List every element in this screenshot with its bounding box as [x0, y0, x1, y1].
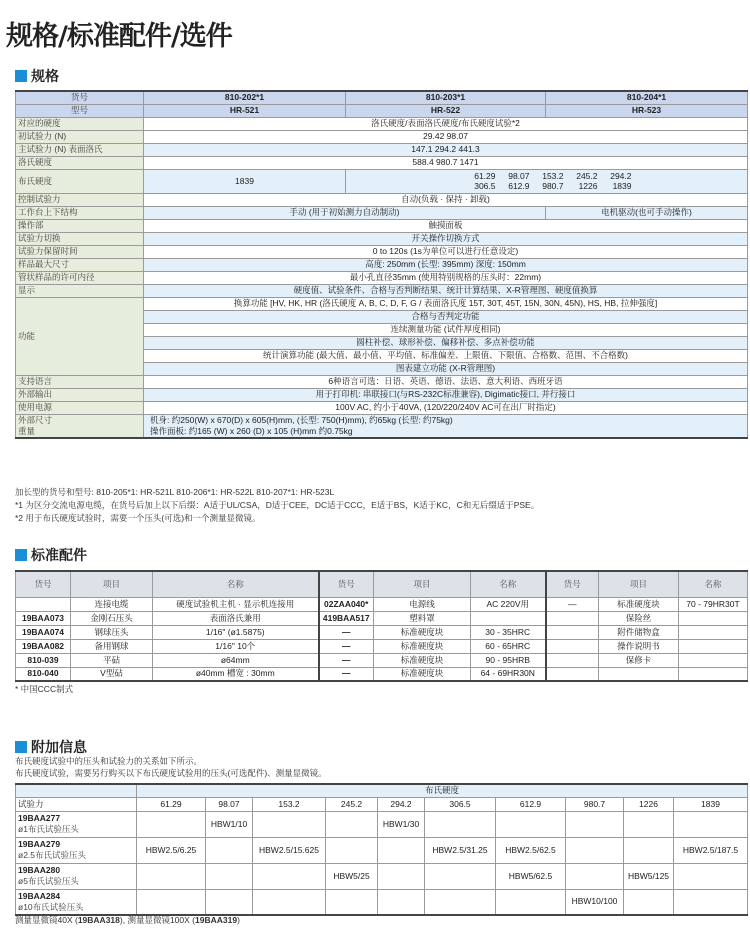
indenter-name: ø10布氏试验压头: [18, 901, 84, 912]
brinell-value: 1839: [612, 181, 632, 191]
hbw-cell: [378, 837, 425, 863]
spec-label: 使用电源: [16, 401, 144, 414]
item: 钢球压头: [71, 625, 153, 639]
hbw-cell: [378, 889, 425, 915]
name: 90 - 95HRB: [471, 653, 546, 667]
blank-cell: [16, 784, 137, 797]
force-value: 153.2: [253, 797, 326, 811]
force-value: 612.9: [496, 797, 566, 811]
column-header: 货号: [546, 571, 599, 597]
item: [599, 667, 679, 681]
spec-value: 手动 (用于初始测力自动制动): [144, 206, 546, 219]
item: 标准硬度块: [374, 625, 471, 639]
indenter-label: [16, 889, 137, 915]
spec-header-row: [16, 91, 748, 104]
part-number: —: [319, 667, 374, 681]
hbw-cell: [137, 811, 206, 837]
hbw-cell: [496, 889, 566, 915]
spec-value: 洛氏硬度/表面洛氏硬度/布氏硬度试验*2: [144, 117, 748, 130]
name: [679, 667, 748, 681]
spec-value: 最小孔直径35mm (使用特别规格的压头时：22mm): [144, 271, 748, 284]
force-label: 试验力: [16, 797, 137, 811]
spec-label: 支持语言: [16, 375, 144, 388]
hbw-cell: [624, 837, 674, 863]
hbw-cell: [206, 863, 253, 889]
force-value: 61.29: [137, 797, 206, 811]
part-number: 810-040: [16, 667, 71, 681]
indenter-row: [16, 837, 748, 863]
spec-row: [16, 156, 748, 169]
part-number: —: [546, 597, 599, 611]
column-header: 项目: [71, 571, 153, 597]
name: 1/16" 10个: [153, 639, 319, 653]
item: 标准硬度块: [374, 667, 471, 681]
section-spec-heading: [15, 66, 59, 86]
spec-footnotes: [15, 486, 539, 525]
spec-label: 外部尺寸 重量: [16, 414, 144, 438]
header-label: 货号: [16, 91, 144, 104]
part-number: 02ZAA040*: [319, 597, 374, 611]
force-value: 980.7: [566, 797, 624, 811]
indenter-label: [16, 863, 137, 889]
model-cell: 810-203*1: [346, 91, 546, 104]
part-number: —: [319, 639, 374, 653]
spec-value: 触摸面板: [144, 219, 748, 232]
brinell-table: [15, 783, 748, 916]
force-value: 306.5: [425, 797, 496, 811]
spec-label: 显示: [16, 284, 144, 297]
item: 保修卡: [599, 653, 679, 667]
column-header: 名称: [153, 571, 319, 597]
hbw-cell: [326, 837, 378, 863]
section-title: 附加信息: [31, 740, 87, 756]
note-part: 19BAA318: [77, 915, 120, 925]
indenter-label: [16, 837, 137, 863]
item: 附件储物盒: [599, 625, 679, 639]
indenter-code: 19BAA280: [18, 865, 61, 875]
hbw-cell: [624, 811, 674, 837]
spec-row: [16, 401, 748, 414]
spec-row: [16, 206, 748, 219]
note-part: ): [237, 915, 240, 925]
model-cell: HR-522: [346, 104, 546, 117]
name: 表面洛氏兼用: [153, 611, 319, 625]
spec-header-row: [16, 104, 748, 117]
accessories-table: [15, 570, 748, 682]
hbw-cell: HBW5/125: [624, 863, 674, 889]
spec-row: [16, 193, 748, 206]
spec-value: 电机驱动(也可手动操作): [546, 206, 748, 219]
indenter-row: [16, 889, 748, 915]
name: AC 220V用: [471, 597, 546, 611]
spec-table: [15, 90, 748, 439]
spec-row: [16, 130, 748, 143]
spec-row: [16, 245, 748, 258]
brinell-value: 61.29: [474, 171, 496, 181]
brinell-value: 294.2: [610, 171, 632, 181]
accessories-header-row: [16, 571, 748, 597]
force-value: 294.2: [378, 797, 425, 811]
spec-label: 工作台上下结构: [16, 206, 144, 219]
footnote: 加长型的货号和型号: 810-205*1: HR-521L 810-206*1: HR-522L 810-207*1: HR-523L: [15, 487, 335, 497]
column-header: 项目: [374, 571, 471, 597]
column-header: 项目: [599, 571, 679, 597]
intro-line: 布氏硬度试验，需要另行购买以下布氏硬度试验用的压头(可选配件)、测量显微镜。: [15, 768, 327, 778]
accessory-row: [16, 597, 748, 611]
item: 连接电缆: [71, 597, 153, 611]
model-cell: 810-204*1: [546, 91, 748, 104]
hbw-cell: [566, 811, 624, 837]
hbw-cell: [425, 811, 496, 837]
spec-value: 统计演算功能 (最大值、最小值、平均值、标准偏差、上限值、下限值、合格数、范围、不合格数): [144, 349, 748, 362]
name: 硬度试验机主机 · 显示机连接用: [153, 597, 319, 611]
indenter-label: [16, 811, 137, 837]
name: 1/16" (ø1.5875): [153, 625, 319, 639]
part-number: —: [319, 653, 374, 667]
item: 金刚石压头: [71, 611, 153, 625]
part-number: 19BAA082: [16, 639, 71, 653]
indenter-code: 19BAA279: [18, 839, 61, 849]
indenter-name: ø5布氏试验压头: [18, 876, 79, 886]
header-label: 型号: [16, 104, 144, 117]
spec-row: [16, 258, 748, 271]
spec-row: [16, 143, 748, 156]
hbw-cell: HBW5/25: [326, 863, 378, 889]
column-header: 货号: [319, 571, 374, 597]
part-number: [16, 597, 71, 611]
spec-label: 洛氏硬度: [16, 156, 144, 169]
footnote: *2 用于布氏硬度试验时，需要一个压头(可选)和一个测量显微镜。: [15, 513, 261, 523]
spec-value: 6种语言可选：日语、英语、德语、法语、意大利语、西班牙语: [144, 375, 748, 388]
model-cell: HR-521: [144, 104, 346, 117]
group-header-row: [16, 784, 748, 797]
indenter-row: [16, 811, 748, 837]
note-part: 测量显微镜40X (: [15, 915, 78, 925]
hbw-cell: [253, 889, 326, 915]
name: [679, 639, 748, 653]
spec-row: [16, 375, 748, 388]
section-marker-icon: [15, 70, 27, 82]
spec-value: 高度: 250mm (长型: 395mm) 深度: 150mm: [144, 258, 748, 271]
column-header: 货号: [16, 571, 71, 597]
hbw-cell: [137, 889, 206, 915]
spec-row: [16, 388, 748, 401]
brinell-values: [462, 171, 632, 191]
item: 标准硬度块: [374, 653, 471, 667]
spec-label: 控制试验力: [16, 193, 144, 206]
hbw-cell: [137, 863, 206, 889]
hbw-cell: [425, 889, 496, 915]
hbw-cell: HBW2.5/15.625: [253, 837, 326, 863]
name: 60 - 65HRC: [471, 639, 546, 653]
item: 保险丝: [599, 611, 679, 625]
spec-value: 147.1 294.2 441.3: [144, 143, 748, 156]
spec-row: [16, 169, 748, 193]
hbw-cell: [674, 863, 748, 889]
spec-label: 试验力保留时间: [16, 245, 144, 258]
spec-label: 样品最大尺寸: [16, 258, 144, 271]
hbw-cell: [253, 863, 326, 889]
hbw-cell: [326, 889, 378, 915]
note-part: 19BAA319: [195, 915, 238, 925]
name: [679, 625, 748, 639]
spec-value: 合格与否判定功能: [144, 310, 748, 323]
spec-row: [16, 117, 748, 130]
page-title: 规格/标准配件/选件: [6, 21, 232, 52]
spec-value: 开关操作切换方式: [144, 232, 748, 245]
accessories-note: * 中国CCC制式: [15, 684, 74, 694]
indenter-code: 19BAA284: [18, 890, 61, 901]
part-number: —: [319, 625, 374, 639]
hbw-cell: [378, 863, 425, 889]
part-number: [546, 611, 599, 625]
item: 标准硬度块: [374, 639, 471, 653]
name: 30 - 35HRC: [471, 625, 546, 639]
part-number: 19BAA073: [16, 611, 71, 625]
hbw-cell: [206, 837, 253, 863]
spec-value: 换算功能 [HV, HK, HR (洛氏硬度 A, B, C, D, F, G / 表面洛氏度 15T, 30T, 45T, 15N, 30N, 45N), HS, HB, 拉伸强度]: [144, 297, 748, 310]
part-number: [546, 625, 599, 639]
indenter-row: [16, 863, 748, 889]
item: 塑料罩: [374, 611, 471, 625]
spec-value: 用于打印机: 串联接口(与RS-232C标准兼容), Digimatic接口, 并行接口: [144, 388, 748, 401]
spec-value: 588.4 980.7 1471: [144, 156, 748, 169]
column-header: 名称: [471, 571, 546, 597]
hbw-cell: [425, 863, 496, 889]
hbw-cell: [624, 889, 674, 915]
hbw-cell: [674, 889, 748, 915]
hbw-cell: HBW1/10: [206, 811, 253, 837]
column-header: 名称: [679, 571, 748, 597]
force-value: 1839: [674, 797, 748, 811]
accessory-row: [16, 667, 748, 681]
spec-label: 主试验力 (N) 表面洛氏: [16, 143, 144, 156]
section-marker-icon: [15, 549, 27, 561]
spec-label: 布氏硬度: [16, 169, 144, 193]
hbw-cell: [674, 811, 748, 837]
force-row: [16, 797, 748, 811]
indenter-name: ø1布氏试验压头: [18, 824, 79, 834]
part-number: 810-039: [16, 653, 71, 667]
spec-value: 机身: 约250(W) x 670(D) x 605(H)mm, (长型: 750(H)mm), 约65kg (长型: 约75kg) 操作面板: 约165 (W) x 260 (D) x 105 (H)mm 约0.75kg: [144, 414, 748, 438]
spec-value: 圆柱补偿、球形补偿、偏移补偿、多点补偿功能: [144, 336, 748, 349]
part-number: 419BAA517: [319, 611, 374, 625]
microscope-note: [15, 914, 240, 927]
additional-intro: [15, 755, 327, 779]
hbw-cell: [206, 889, 253, 915]
indenter-code: 19BAA277: [18, 813, 61, 823]
name: [679, 653, 748, 667]
brinell-value: 98.07: [508, 171, 530, 181]
section-title: 规格: [31, 69, 59, 85]
section-title: 标准配件: [31, 548, 87, 564]
item: 平砧: [71, 653, 153, 667]
hbw-cell: [326, 811, 378, 837]
force-value: 1226: [624, 797, 674, 811]
spec-row: [16, 284, 748, 297]
spec-value: [346, 169, 748, 193]
section-additional-heading: [15, 737, 87, 757]
accessory-row: [16, 653, 748, 667]
brinell-value: 153.2: [542, 171, 564, 181]
spec-row: [16, 219, 748, 232]
accessory-row: [16, 611, 748, 625]
hbw-cell: [566, 863, 624, 889]
spec-value: 连续测量功能 (试件厚度相同): [144, 323, 748, 336]
brinell-value: 1226: [578, 181, 598, 191]
part-number: [546, 667, 599, 681]
hbw-cell: HBW5/62.5: [496, 863, 566, 889]
part-number: 19BAA074: [16, 625, 71, 639]
accessory-row: [16, 639, 748, 653]
section-accessories-heading: [15, 545, 87, 565]
brinell-value: 245.2: [576, 171, 598, 181]
name: 64 - 69HR30N: [471, 667, 546, 681]
spec-value: 0 to 120s (1s为单位可以进行任意设定): [144, 245, 748, 258]
model-cell: 810-202*1: [144, 91, 346, 104]
spec-row: [16, 271, 748, 284]
indenter-name: ø2.5布氏试验压头: [18, 850, 87, 860]
force-value: 98.07: [206, 797, 253, 811]
spec-row: [16, 232, 748, 245]
hbw-cell: HBW1/30: [378, 811, 425, 837]
force-value: 245.2: [326, 797, 378, 811]
name: ø64mm: [153, 653, 319, 667]
name: [471, 611, 546, 625]
spec-label: 对应的硬度: [16, 117, 144, 130]
spec-value: 硬度值、试验条件、合格与否判断结果、统计计算结果、X-R管理图、硬度值换算: [144, 284, 748, 297]
hbw-cell: HBW2.5/31.25: [425, 837, 496, 863]
intro-line: 布氏硬度试验中的压头和试验力的关系如下所示。: [15, 756, 203, 766]
spec-value: 图表建立功能 (X-R管理图): [144, 362, 748, 375]
group-header: 布氏硬度: [137, 784, 748, 797]
accessory-row: [16, 625, 748, 639]
spec-label: 外部输出: [16, 388, 144, 401]
hbw-cell: HBW2.5/6.25: [137, 837, 206, 863]
hbw-cell: HBW2.5/187.5: [674, 837, 748, 863]
hbw-cell: HBW2.5/62.5: [496, 837, 566, 863]
item: 标准硬度块: [599, 597, 679, 611]
note-part: ), 测量显微镜100X (: [119, 915, 195, 925]
item: 操作说明书: [599, 639, 679, 653]
spec-row: [16, 297, 748, 310]
spec-value: 自动(负载 · 保持 · 卸载): [144, 193, 748, 206]
name: 70 - 79HR30T: [679, 597, 748, 611]
spec-label: 试验力切换: [16, 232, 144, 245]
spec-value: 100V AC, 约小于40VA, (120/220/240V AC可在出厂时指定): [144, 401, 748, 414]
name: [679, 611, 748, 625]
name: ø40mm 槽宽 : 30mm: [153, 667, 319, 681]
spec-value: 1839: [144, 169, 346, 193]
hbw-cell: [496, 811, 566, 837]
item: V型砧: [71, 667, 153, 681]
brinell-value: 306.5: [474, 181, 496, 191]
brinell-value: 612.9: [508, 181, 530, 191]
item: 备用钢球: [71, 639, 153, 653]
section-marker-icon: [15, 741, 27, 753]
spec-value: 29.42 98.07: [144, 130, 748, 143]
hbw-cell: [253, 811, 326, 837]
spec-row: [16, 414, 748, 438]
spec-label: 功能: [16, 297, 144, 375]
spec-label: 管状样品的许可内径: [16, 271, 144, 284]
part-number: [546, 653, 599, 667]
item: 电源线: [374, 597, 471, 611]
hbw-cell: [566, 837, 624, 863]
model-cell: HR-523: [546, 104, 748, 117]
spec-label: 初试验力 (N): [16, 130, 144, 143]
part-number: [546, 639, 599, 653]
brinell-value: 980.7: [542, 181, 564, 191]
spec-label: 操作部: [16, 219, 144, 232]
hbw-cell: HBW10/100: [566, 889, 624, 915]
footnote: *1 为区分交流电源电缆，在货号后加上以下后缀：A适于UL/CSA，D适于CEE，DC适于CCC，E适于BS，K适于KC，C和无后缀适于PSE。: [15, 500, 540, 510]
